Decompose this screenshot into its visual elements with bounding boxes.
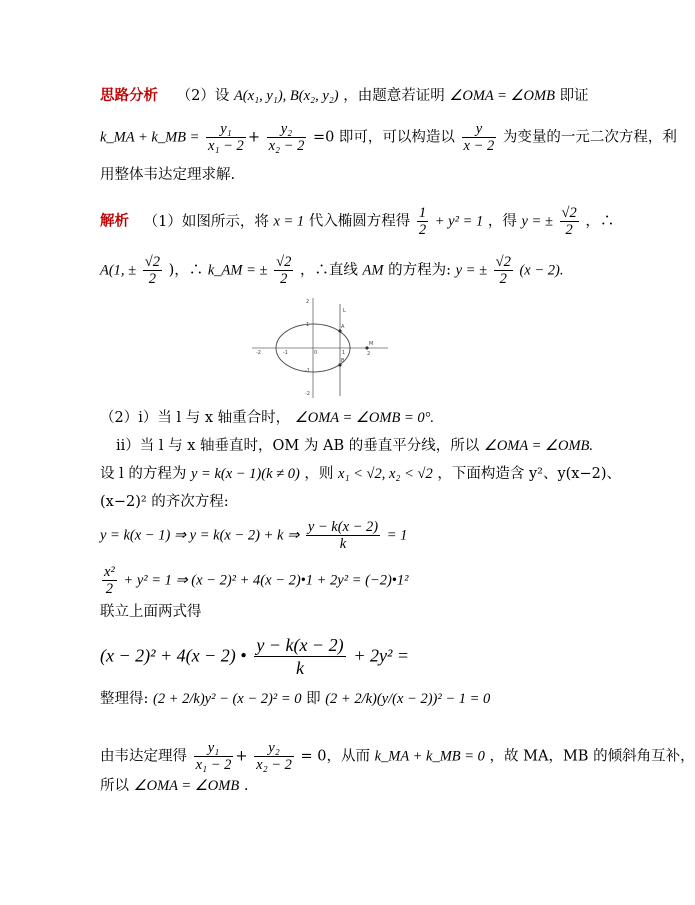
- ellipse-figure: [250, 298, 390, 398]
- big-b: + 2y² =: [353, 645, 409, 666]
- label-b: B: [341, 358, 345, 364]
- vieta-c: ，故 MA，MB 的倾斜角互补，: [489, 748, 695, 765]
- case-iv: (x−2)² 的齐次方程:: [100, 494, 229, 510]
- sol-eq: + y² = 1: [434, 213, 484, 230]
- case-iii: [100, 465, 621, 483]
- slope-am: k_AM = ±: [207, 262, 268, 279]
- vieta-b: = 0，从而: [300, 748, 370, 765]
- idea-end: 即证: [559, 88, 589, 104]
- fraction-num: x²: [104, 564, 115, 580]
- fraction-den: 2: [499, 271, 507, 287]
- final-line: [100, 777, 248, 795]
- idea-goal: ∠OMA = ∠OMB: [449, 88, 555, 104]
- fraction: [267, 121, 307, 154]
- tick-y: -1: [305, 368, 310, 374]
- idea-line-2: k_MA + k_MB = $\frac{\text{y₁}}{\text{x₁ − 2}}$ + $\frac{\text{y₂}}{\text{x₂ − 2}}$ =0 即可，可以构造以 $\frac{y}{x - 2}$ 为变量的一元二次方程，利: [100, 121, 677, 154]
- eq1-a: y = k(x − 1) ⇒ y = k(x − 2) + k ⇒: [100, 527, 300, 544]
- solution-line-2: [100, 254, 563, 287]
- tick-x: 1: [342, 350, 346, 356]
- big-a: (x − 2)² + 4(x − 2) •: [100, 645, 247, 666]
- vieta-a: 由韦达定理得: [100, 748, 187, 765]
- case-i-text: （2）i）当 l 与 x 轴重合时，: [100, 410, 291, 426]
- fraction: [494, 254, 513, 287]
- fraction-num: y − k(x − 2): [256, 635, 344, 655]
- fraction: [194, 740, 234, 773]
- sol-b: )，∴: [168, 262, 204, 279]
- case-iii-c: ，下面构造含 y²、y(x−2)、: [437, 466, 622, 482]
- fraction-num: y: [462, 121, 497, 138]
- sol-text: （1）如图所示，将: [143, 213, 269, 230]
- tidy-eq1: (2 + 2/k)y² − (x − 2)² = 0: [153, 691, 302, 707]
- sol-text-3: ，得: [487, 213, 517, 230]
- case-iii-a: 设 l 的方程为: [100, 466, 187, 482]
- combine-text: 联立上面两式得: [100, 604, 202, 620]
- fraction-num: √2: [561, 205, 577, 221]
- fraction-den: x − 2: [463, 138, 495, 154]
- final-b: .: [243, 778, 249, 794]
- idea-points: A(x₁, y₁), B(x₂, y₂): [233, 88, 339, 104]
- vieta-line: 由韦达定理得 $\frac{\text{y₁}}{\text{x₁ − 2}}$ + $\frac{\text{y₂}}{\text{x₂ − 2}}$ = 0，从而 k_MA + k_MB = 0 ，故 MA，MB 的倾斜角互补，: [100, 740, 695, 773]
- sol-y: y = ±: [521, 213, 553, 230]
- tick-x: 2: [367, 351, 371, 357]
- line-am: AM: [362, 262, 384, 279]
- tidy-a: 整理得:: [100, 691, 149, 707]
- fraction-den: k: [295, 658, 304, 678]
- final-eq: ∠OMA = ∠OMB: [133, 778, 240, 794]
- fraction-num: √2: [144, 254, 160, 270]
- fraction: [254, 740, 294, 773]
- sol-d: 的方程为:: [388, 262, 451, 279]
- idea-text: ，由题意若证明: [343, 88, 445, 104]
- tick-y: 2: [306, 299, 310, 305]
- fraction: [143, 254, 162, 287]
- equation-1: [100, 519, 407, 552]
- fraction-den: 2: [280, 271, 288, 287]
- idea-tail: 为变量的一元二次方程，利: [502, 129, 677, 146]
- idea-line-3: 用整体韦达定理求解.: [100, 167, 236, 183]
- case-i-eq: ∠OMA = ∠OMB = 0°.: [294, 410, 435, 426]
- tidy-line: [100, 690, 490, 708]
- fraction-num: y − k(x − 2): [307, 519, 379, 535]
- fraction-num: 1: [418, 205, 427, 221]
- case-ii-text: ii）当 l 与 x 轴垂直时，OM 为 AB 的垂直平分线，所以: [116, 438, 480, 454]
- label-l: L: [343, 308, 346, 314]
- idea-text-2: =0 即可，可以构造以: [312, 129, 455, 146]
- case-iii-b: ，则: [304, 466, 334, 482]
- idea-heading: 思路分析: [100, 88, 158, 104]
- fraction-den: 2: [148, 271, 156, 287]
- tick-x: -2: [256, 350, 261, 356]
- case-ii: [116, 437, 593, 455]
- tidy-eq2: (2 + 2/k)(y/(x − 2))² − 1 = 0: [325, 691, 491, 707]
- fraction-num: y₂: [267, 121, 307, 138]
- fraction: [462, 121, 497, 154]
- vieta-k: k_MA + k_MB = 0: [374, 748, 485, 765]
- fraction-den: 2: [565, 222, 573, 238]
- idea-k-sum: k_MA + k_MB =: [100, 129, 200, 146]
- sol-end: ，∴: [585, 213, 615, 230]
- fraction-num: √2: [495, 254, 511, 270]
- line-eq-tail: (x − 2).: [519, 262, 564, 279]
- final-a: 所以: [100, 778, 129, 794]
- label-a: A: [341, 324, 345, 330]
- solution-line-1: [100, 205, 614, 238]
- fraction-num: y₂: [254, 740, 294, 757]
- case-ii-eq: ∠OMA = ∠OMB.: [483, 438, 594, 454]
- fraction: [206, 121, 246, 154]
- fraction-den: k: [339, 536, 347, 552]
- sol-text-2: 代入椭圆方程得: [308, 213, 411, 230]
- tidy-mid: 即: [306, 691, 321, 707]
- tick-x: -1: [283, 350, 288, 356]
- tick-x: 0: [314, 350, 318, 356]
- sol-c: ，∴直线: [299, 262, 358, 279]
- line-eq: y = ±: [455, 262, 488, 279]
- case-iii-eq: y = k(x − 1)(k ≠ 0): [190, 466, 300, 482]
- fraction-den: 2: [105, 581, 114, 597]
- idea-lead: （2）设: [176, 88, 234, 104]
- fraction: [254, 634, 345, 679]
- combined-equation: [100, 634, 409, 679]
- fraction-num: y₁: [194, 740, 234, 757]
- eq1-b: = 1: [386, 527, 408, 544]
- fraction-den: x₂ − 2: [256, 757, 292, 773]
- fraction-num: y₁: [206, 121, 246, 138]
- idea-line-1: [100, 87, 589, 105]
- fraction: [102, 564, 117, 597]
- fraction: [274, 254, 293, 287]
- fraction-den: x₁ − 2: [208, 138, 244, 154]
- fraction-num: √2: [276, 254, 292, 270]
- tick-y: 1: [306, 322, 310, 328]
- fraction: [417, 205, 428, 238]
- case-iii-ineq: x₁ < √2, x₂ < √2: [338, 466, 433, 482]
- fraction: [306, 519, 380, 552]
- label-m: M: [369, 341, 374, 347]
- point-a: A(1, ±: [100, 262, 137, 279]
- fraction: [560, 205, 579, 238]
- eq2-b: + y² = 1 ⇒ (x − 2)² + 4(x − 2)•1 + 2y² = (−2)•1²: [123, 572, 409, 589]
- fraction-den: 2: [418, 222, 427, 238]
- fraction-den: x₁ − 2: [195, 757, 232, 773]
- solution-heading: 解析: [100, 213, 129, 230]
- case-i: [100, 409, 434, 427]
- fraction-den: x₂ − 2: [268, 138, 305, 154]
- tick-y: -2: [305, 391, 310, 397]
- equation-2: [100, 564, 408, 597]
- sol-x: x = 1: [273, 213, 305, 230]
